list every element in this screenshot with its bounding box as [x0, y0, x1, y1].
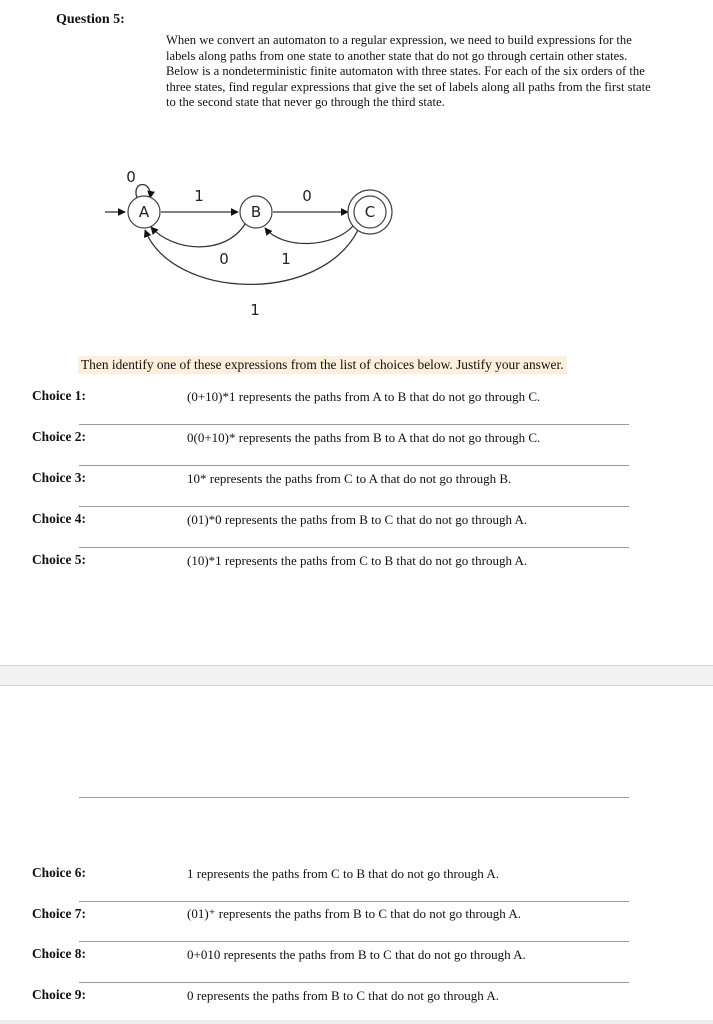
divider: [79, 465, 629, 466]
state-a-label: A: [138, 203, 150, 221]
label-c-to-a: 1: [250, 301, 260, 319]
edge-c-to-b: [265, 226, 353, 244]
state-c-label: C: [364, 203, 376, 221]
choice-label: Choice 7:: [32, 906, 86, 921]
label-a-to-b: 1: [194, 187, 204, 205]
choice-text: (10)*1 represents the paths from C to B that do not go through A.: [187, 553, 528, 568]
divider: [79, 941, 629, 942]
choice-text: (01)⁺ represents the paths from B to C that do not go through A.: [187, 906, 521, 921]
edge-c-to-a: [145, 230, 358, 284]
choice-label: Choice 3:: [32, 470, 86, 485]
label-b-to-c: 0: [302, 187, 312, 205]
choice-label: Choice 8:: [32, 946, 86, 961]
divider: [79, 901, 629, 902]
divider: [79, 506, 629, 507]
choice-label: Choice 9:: [32, 987, 86, 1002]
choice-text: 1 represents the paths from C to B that do not go through A.: [187, 866, 499, 881]
choice-text: (01)*0 represents the paths from B to C that do not go through A.: [187, 512, 528, 527]
choice-label: Choice 1:: [32, 388, 86, 403]
choice-text: 10* represents the paths from C to A that do not go through B.: [187, 471, 512, 486]
choice-label: Choice 4:: [32, 511, 86, 526]
divider: [79, 797, 629, 798]
label-c-to-b: 1: [281, 250, 291, 268]
choice-text: 0+010 represents the paths from B to C that do not go through A.: [187, 947, 526, 962]
choice-text: 0(0+10)* represents the paths from B to A that do not go through C.: [187, 430, 541, 445]
page-break: [0, 665, 713, 686]
question-title: Question 5:: [56, 12, 125, 27]
divider: [79, 547, 629, 548]
label-self-loop-a: 0: [126, 168, 136, 186]
page-bottom-edge: [0, 1020, 713, 1024]
choice-label: Choice 5:: [32, 552, 86, 567]
choice-label: Choice 2:: [32, 429, 86, 444]
edge-b-to-a: [151, 224, 245, 247]
choice-label: Choice 6:: [32, 865, 86, 880]
label-b-to-a: 0: [219, 250, 229, 268]
divider: [79, 424, 629, 425]
state-b-label: B: [250, 203, 262, 221]
automaton-diagram: [95, 160, 415, 330]
instruction-text: Then identify one of these expressions from the list of choices below. Justify your answer.: [78, 356, 567, 374]
choice-text: (0+10)*1 represents the paths from A to B that do not go through C.: [187, 389, 541, 404]
question-intro: When we convert an automaton to a regular expression, we need to build expressions for the labels along paths from one state to another state that do not go through certain other states. Below is a nondeterministic finite automaton with three states. For each of the six orders of the three states, find regular expressions that give the set of labels along all paths from the first state to the second state that never go through the third state.: [166, 33, 651, 109]
choice-text: 0 represents the paths from B to C that do not go through A.: [187, 988, 499, 1003]
divider: [79, 982, 629, 983]
